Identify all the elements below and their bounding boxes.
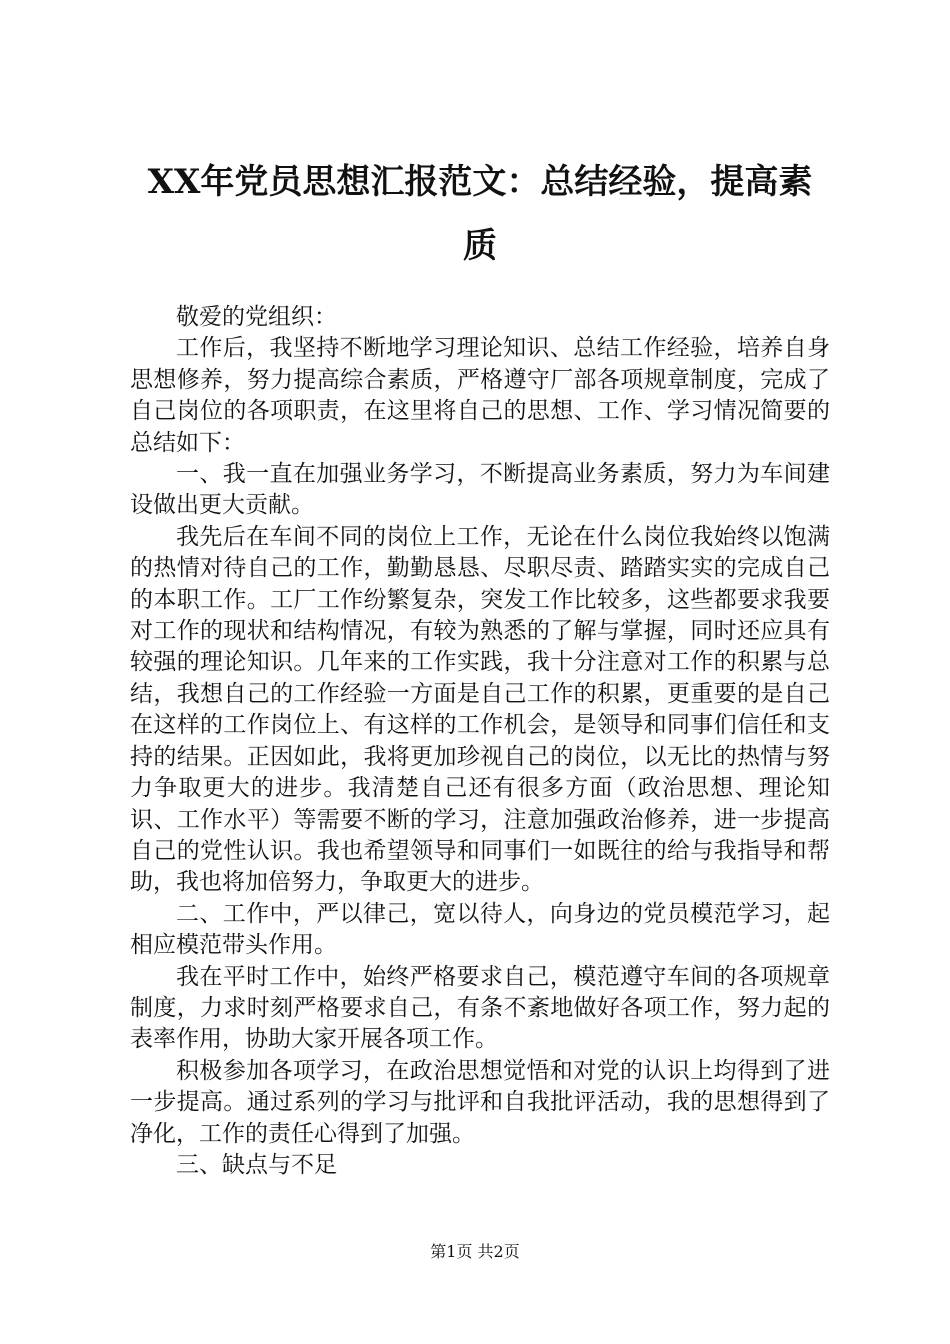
salutation: 敬爱的党组织： [176,304,337,330]
section-heading-3: 三、缺点与不足 [176,1151,337,1178]
paragraph-section-2a: 我在平时工作中，始终严格要求自己，模范遵守车间的各项规章制度，力求时刻严格要求自己，有条不紊地做好各项工作，努力起的表率作用，协助大家开展各项工作。 [130,963,830,1053]
title-line-1: XX年党员思想汇报范文：总结经验，提高素 [147,162,813,202]
paragraph-intro: 工作后，我坚持不断地学习理论知识、总结工作经验，培养自身思想修养，努力提高综合素质，严格遵守厂部各项规章制度，完成了自己岗位的各项职责，在这里将自己的思想、工作、学习情况简要的总结如下： [130,335,830,456]
title-line-2: 质 [463,226,497,266]
section-heading-1: 一、我一直在加强业务学习，不断提高业务素质，努力为车间建设做出更大贡献。 [130,461,830,519]
section-heading-2: 二、工作中，严以律己，宽以待人，向身边的党员模范学习，起相应模范带头作用。 [130,900,830,959]
document-title [130,150,830,278]
page-number-footer: 第1页 共2页 [430,1242,520,1261]
paragraph-section-2b: 积极参加各项学习，在政治思想觉悟和对党的认识上均得到了进一步提高。通过系列的学习与批评和自我批评活动，我的思想得到了净化，工作的责任心得到了加强。 [130,1057,830,1147]
document-body [130,302,830,1181]
paragraph-section-1: 我先后在车间不同的岗位上工作，无论在什么岗位我始终以饱满的热情对待自己的工作，勤勤恳恳、尽职尽责、踏踏实实的完成自己的本职工作。工厂工作纷繁复杂，突发工作比较多，这些都要求我要对工作的现状和结构情况，有较为熟悉的了解与掌握，同时还应具有较强的理论知识。几年来的工作实践，我十分注意对工作的积累与总结，我想自己的工作经验一方面是自己工作的积累，更重要的是自己在这样的工作岗位上、有这样的工作机会，是领导和同事们信任和支持的结果。正因如此，我将更加珍视自己的岗位，以无比的热情与努力争取更大的进步。我清楚自己还有很多方面（政治思想、理论知识、工作水平）等需要不断的学习，注意加强政治修养，进一步提高自己的党性认识。我也希望领导和同事们一如既往的给与我指导和帮助，我也将加倍努力，争取更大的进步。 [130,523,830,896]
